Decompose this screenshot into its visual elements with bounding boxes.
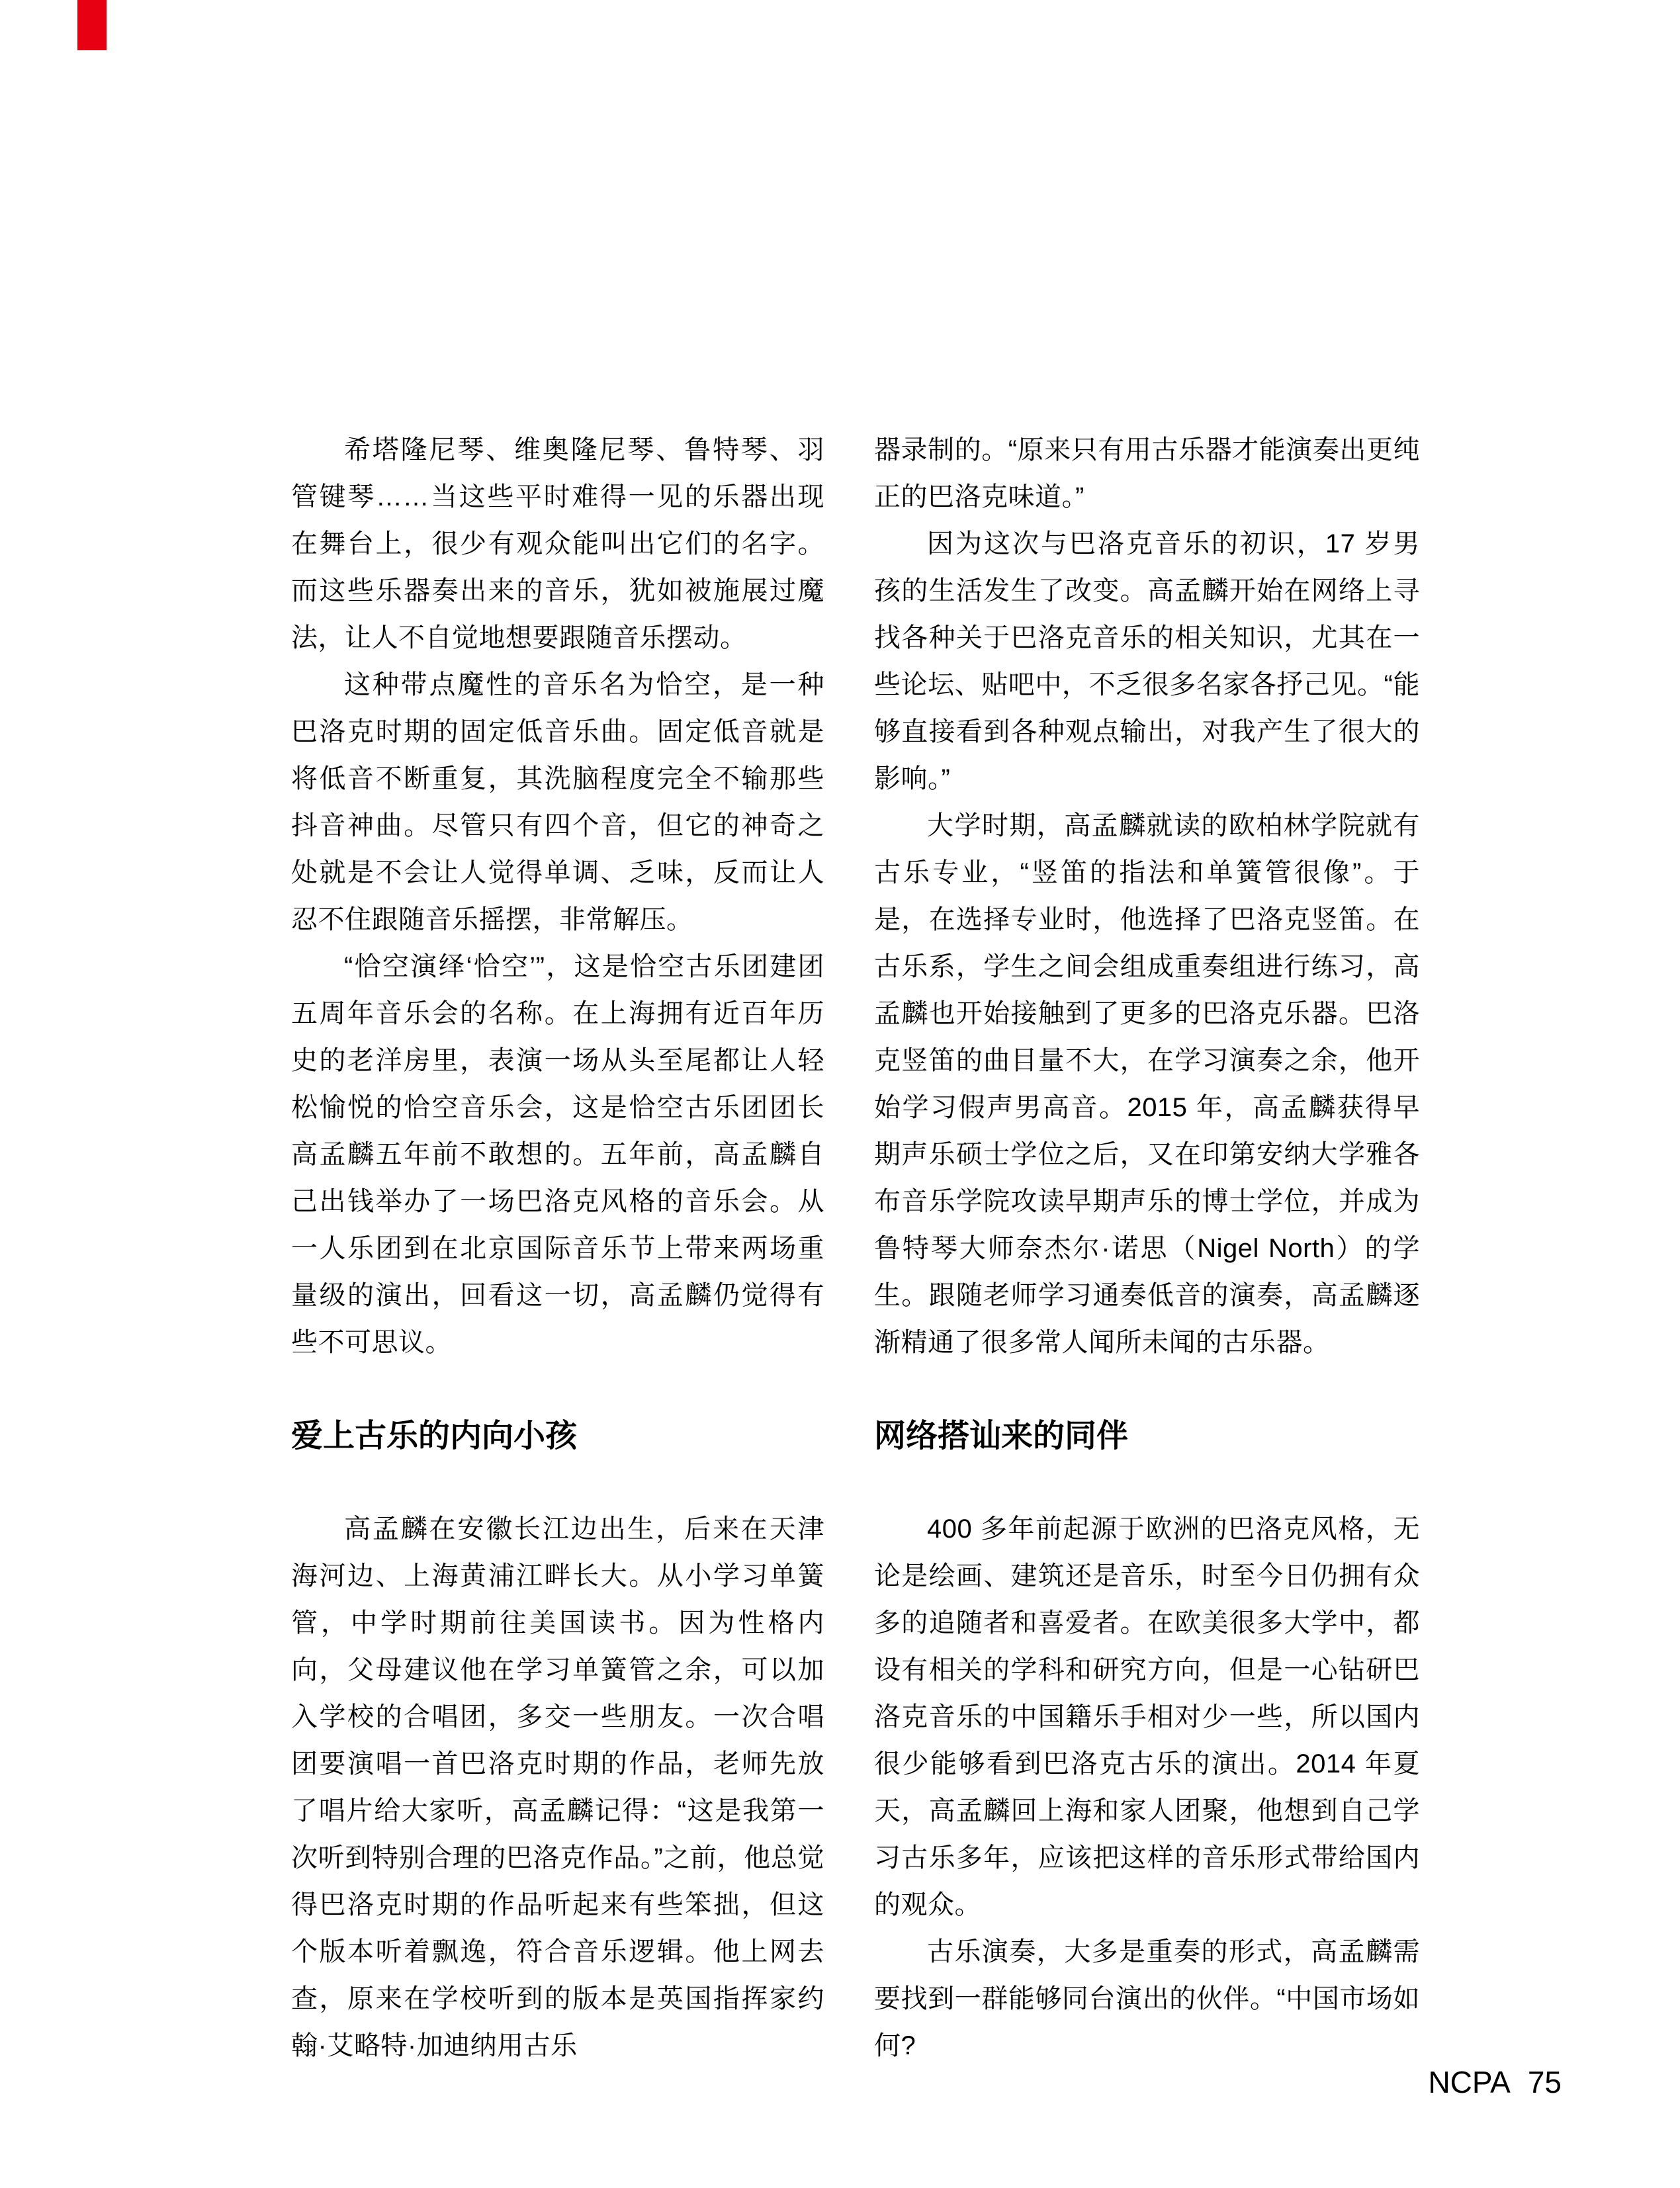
paragraph: 器录制的。“原来只有用古乐器才能演奏出更纯正的巴洛克味道。” bbox=[874, 435, 1420, 511]
paragraph: 希塔隆尼琴、维奥隆尼琴、鲁特琴、羽管键琴……当这些平时难得一见的乐器出现在舞台上，很少有观众能叫出它们的名字。而这些乐器奏出来的音乐，犹如被施展过魔法，让人不自觉地想要跟随音乐摆动。 bbox=[291, 435, 824, 652]
page-footer bbox=[1428, 2067, 1562, 2097]
paragraph: 古乐演奏，大多是重奏的形式，高孟麟需要找到一群能够同台演出的伙伴。“中国市场如何? bbox=[874, 1937, 1420, 2060]
paragraph: 高孟麟在安徽长江边出生，后来在天津海河边、上海黄浦江畔长大。从小学习单簧管，中学时期前往美国读书。因为性格内向，父母建议他在学习单簧管之余，可以加入学校的合唱团，多交一些朋友。一次合唱团要演唱一首巴洛克时期的作品，老师先放了唱片给大家听，高孟麟记得：“这是我第一次听到特别合理的巴洛克作品。”之前，他总觉得巴洛克时期的作品听起来有些笨拙，但这个版本听着飘逸，符合音乐逻辑。他上网去查，原来在学校听到的版本是英国指挥家约翰·艾略特·加迪纳用古乐 bbox=[291, 1514, 824, 2060]
paragraph: “恰空演绎‘恰空’”，这是恰空古乐团建团五周年音乐会的名称。在上海拥有近百年历史的老洋房里，表演一场从头至尾都让人轻松愉悦的恰空音乐会，这是恰空古乐团团长高孟麟五年前不敢想的。五年前，高孟麟自己出钱举办了一场巴洛克风格的音乐会。从一人乐团到在北京国际音乐节上带来两场重量级的演出，回看这一切，高孟麟仍觉得有些不可思议。 bbox=[291, 952, 824, 1357]
page-number: 75 bbox=[1527, 2065, 1562, 2099]
brand-text: NCPA bbox=[1428, 2065, 1511, 2099]
paragraph: 400 多年前起源于欧洲的巴洛克风格，无论是绘画、建筑还是音乐，时至今日仍拥有众多的追随者和喜爱者。在欧美很多大学中，都设有相关的学科和研究方向，但是一心钻研巴洛克音乐的中国籍乐手相对少一些，所以国内很少能够看到巴洛克古乐的演出。2014 年夏天，高孟麟回上海和家人团聚，他想到自己学习古乐多年，应该把这样的音乐形式带给国内的观众。 bbox=[874, 1514, 1420, 1919]
page-corner-marker bbox=[77, 0, 107, 50]
section-heading-online-partners: 网络搭讪来的同伴 bbox=[874, 1419, 1129, 1454]
section-heading-inward-child: 爱上古乐的内向小孩 bbox=[291, 1419, 578, 1454]
paragraph: 因为这次与巴洛克音乐的初识，17 岁男孩的生活发生了改变。高孟麟开始在网络上寻找各种关于巴洛克音乐的相关知识，尤其在一些论坛、贴吧中，不乏很多名家各抒己见。“能够直接看到各种观点输出，对我产生了很大的影响。” bbox=[874, 529, 1420, 793]
right-column bbox=[874, 427, 1420, 2070]
left-column bbox=[291, 427, 824, 2070]
paragraph: 这种带点魔性的音乐名为恰空，是一种巴洛克时期的固定低音乐曲。固定低音就是将低音不断重复，其洗脑程度完全不输那些抖音神曲。尽管只有四个音，但它的神奇之处就是不会让人觉得单调、乏味，反而让人忍不住跟随音乐摇摆，非常解压。 bbox=[291, 670, 824, 934]
paragraph: 大学时期，高孟麟就读的欧柏林学院就有古乐专业，“竖笛的指法和单簧管很像”。于是，在选择专业时，他选择了巴洛克竖笛。在古乐系，学生之间会组成重奏组进行练习，高孟麟也开始接触到了更多的巴洛克乐器。巴洛克竖笛的曲目量不大，在学习演奏之余，他开始学习假声男高音。2015 年，高孟麟获得早期声乐硕士学位之后，又在印第安纳大学雅各布音乐学院攻读早期声乐的博士学位，并成为鲁特琴大师奈杰尔·诺思（Nigel North）的学生。跟随老师学习通奏低音的演奏，高孟麟逐渐精通了很多常人闻所未闻的古乐器。 bbox=[874, 811, 1420, 1357]
